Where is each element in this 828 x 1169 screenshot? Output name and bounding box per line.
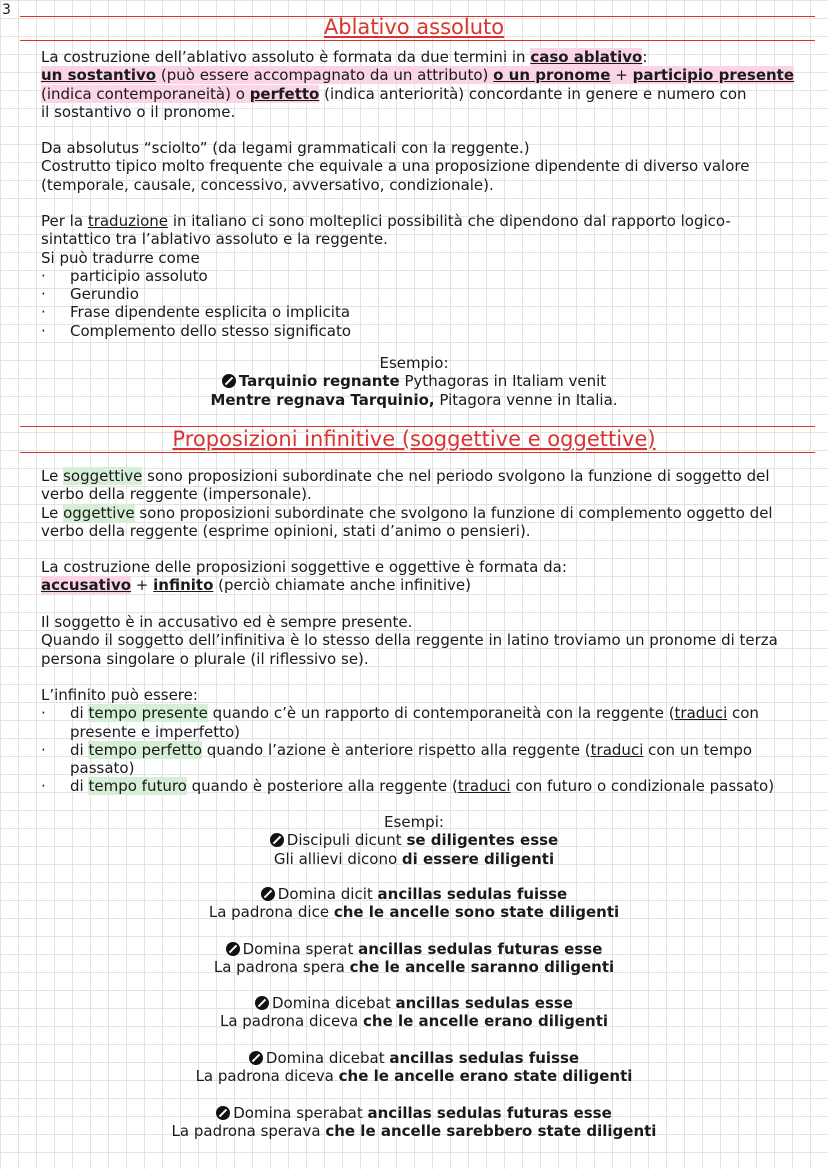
pen-icon	[226, 942, 240, 956]
section-title-ablativo: Ablativo assoluto	[323, 15, 505, 39]
pen-icon	[255, 996, 269, 1010]
pen-icon	[249, 1051, 263, 1065]
list-item: · di tempo perfetto quando l’azione è anteriore rispetto alla reggente (traduci con un tempo passato)	[41, 741, 816, 778]
ablativo-translation: Per la traduzione in italiano ci sono molteplici possibilità che dipendono dal rapporto logico- sintattico tra l’ablativo assoluto e la reggente. Si può tradurre come · participio assoluto · Gerundio · Frase dipendente esplicita o implicita · Complemento dello stesso significato	[41, 212, 816, 340]
infinitive-subject: Il soggetto è in accusativo ed è sempre presente. Quando il soggetto dell’infinitiva è lo stesso della reggente in latino troviamo un pronome di terza persona singolare o plurale (il riflessivo se).	[41, 613, 778, 668]
page-number: 3	[2, 2, 11, 18]
infinitive-definition: Le soggettive sono proposizioni subordinate che nel periodo svolgono la funzione di soggetto del verbo della reggente (impersonale). Le oggettive sono proposizioni subordinate che svolgono la funzione di complemento oggetto del verbo della reggente (esprime opinioni, stati d’animo o pensieri).	[41, 467, 773, 540]
ablativo-origin: Da absolutus “sciolto” (da legami grammaticali con la reggente.) Costrutto tipico molto frequente che equivale a una proposizione dipendente di diverso valore (temporale, causale, concessivo, avversativo, condizionale).	[41, 139, 750, 194]
title-rule-bottom	[20, 40, 815, 41]
infinitive-examples: Esempi: Discipuli dicunt se diligentes esse Gli allievi dicono di essere diligenti	[0, 813, 828, 868]
tense-list	[41, 704, 816, 795]
list-item: · Gerundio	[41, 285, 816, 303]
infinitive-tenses: L’infinito può essere: · di tempo presente quando c’è un rapporto di contemporaneità con la reggente (traduci con presente e imperfetto) · di tempo perfetto quando l’azione è anteriore rispetto alla reggente (traduci con un tempo passato) · di tempo futuro quando è posteriore alla reggente (traduci con futuro o condizionale passato)	[41, 686, 816, 796]
ablativo-example: Esempio: Tarquinio regnante Pythagoras in Italiam venit Mentre regnava Tarquinio, Pitagora venne in Italia.	[210, 354, 618, 409]
pen-icon	[270, 833, 284, 847]
list-item: · di tempo presente quando c’è un rapporto di contemporaneità con la reggente (traduci con presente e imperfetto)	[41, 704, 816, 741]
pen-icon	[261, 887, 275, 901]
pen-icon	[222, 374, 236, 388]
example-item: Domina dicebat ancillas sedulas esse La padrona diceva che le ancelle erano diligenti	[219, 994, 609, 1031]
list-item: · di tempo futuro quando è posteriore alla reggente (traduci con futuro o condizionale passato)	[41, 777, 816, 795]
pen-icon	[216, 1106, 230, 1120]
list-item: · Complemento dello stesso significato	[41, 322, 816, 340]
translation-options-list	[41, 267, 816, 340]
ablativo-definition: La costruzione dell’ablativo assoluto è formata da due termini in caso ablativo: un sostantivo (può essere accompagnato da un attributo) o un pronome + participio presente (indica contemporaneità) o perfetto (indica anteriorità) concordante in genere e numero con il sostantivo o il pronome.	[41, 48, 795, 121]
example-item: Domina sperabat ancillas sedulas futuras esse La padrona sperava che le ancelle sarebbero state diligenti	[171, 1104, 657, 1141]
list-item: · participio assoluto	[41, 267, 816, 285]
infinitive-construction: La costruzione delle proposizioni soggettive e oggettive è formata da: accusativo + infinito (perciò chiamate anche infinitive)	[41, 558, 567, 595]
example-item: Domina dicebat ancillas sedulas fuisse La padrona diceva che le ancelle erano state diligenti	[195, 1049, 633, 1086]
example-item: Domina dicit ancillas sedulas fuisse La padrona dice che le ancelle sono state diligenti	[208, 885, 620, 922]
example-item: Domina sperat ancillas sedulas futuras esse La padrona spera che le ancelle saranno diligenti	[213, 940, 615, 977]
section-title-infinitive: Proposizioni infinitive (soggettive e oggettive)	[172, 427, 656, 451]
list-item: · Frase dipendente esplicita o implicita	[41, 303, 816, 321]
title-rule-bottom	[20, 452, 815, 453]
